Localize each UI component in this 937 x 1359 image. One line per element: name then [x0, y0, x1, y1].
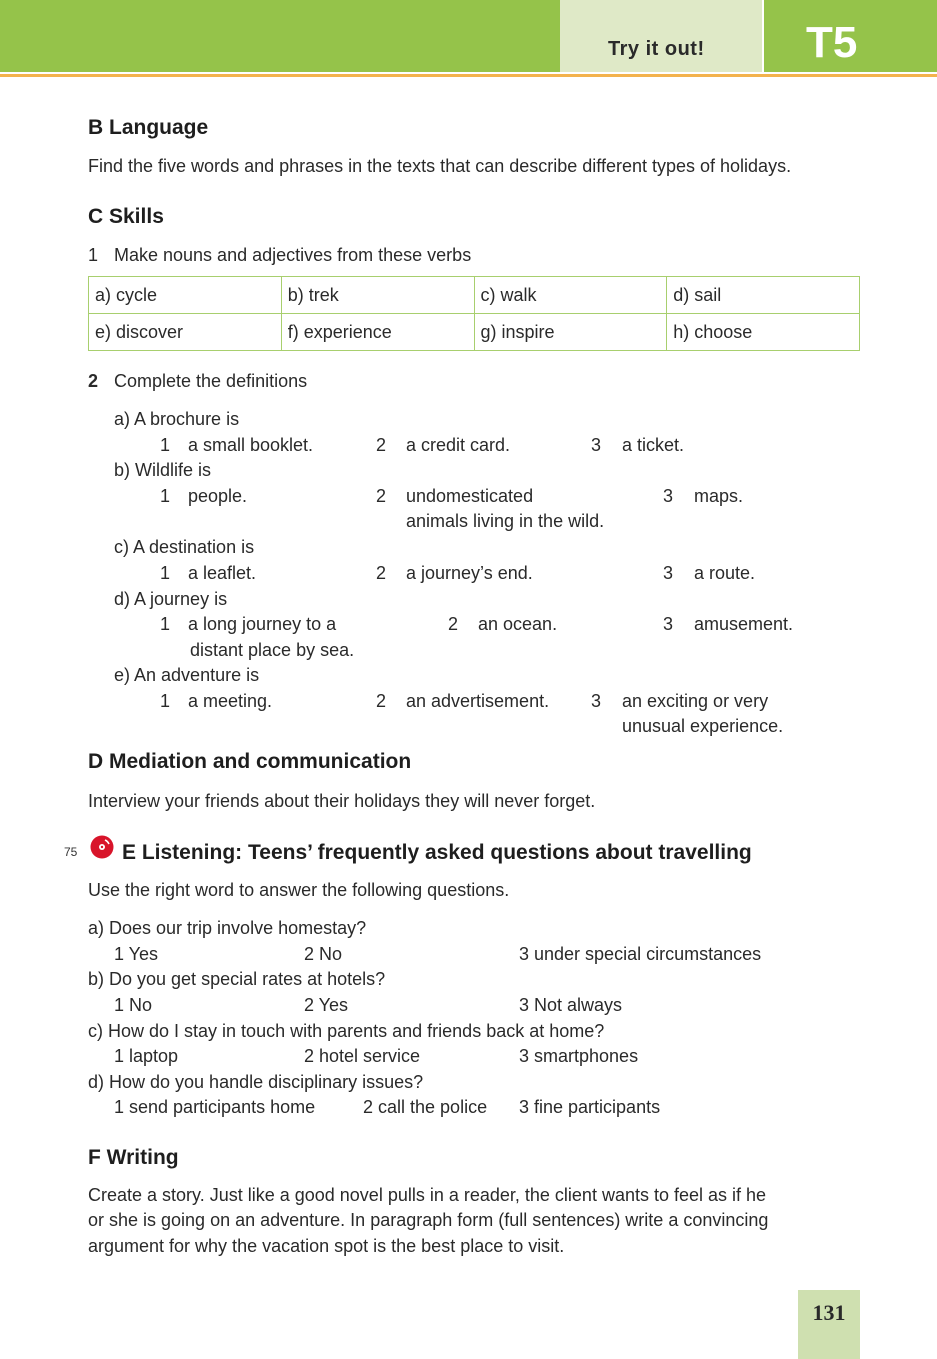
option-number: 3 [663, 614, 674, 634]
listening-question: d) How do you handle disciplinary issues? [88, 1072, 424, 1092]
page-number-box [798, 1290, 860, 1359]
listening-question: b) Do you get special rates at hotels? [88, 969, 386, 989]
answer-option: 1 No [114, 995, 153, 1015]
track-number: 75 [64, 845, 78, 859]
option-text: a journey’s end. [406, 563, 533, 583]
option-text: a ticket. [622, 435, 685, 455]
option-text: a small booklet. [188, 435, 314, 455]
option-text: a meeting. [188, 691, 273, 711]
answer-option: 1 laptop [114, 1046, 179, 1066]
table-cell: d) sail [667, 277, 860, 314]
header-title-panel [560, 0, 762, 72]
option-text: an exciting or very [622, 691, 769, 711]
definition-label: b) Wildlife is [114, 460, 212, 480]
table-cell: b) trek [281, 277, 474, 314]
verb-table [88, 276, 860, 351]
section-d-heading: D Mediation and communication [88, 750, 412, 773]
option-text: a long journey to a [188, 614, 337, 634]
question-number: 2 [88, 371, 99, 391]
option-text: people. [188, 486, 248, 506]
unit-badge: T5 [806, 18, 858, 67]
option-number: 2 [376, 563, 387, 583]
answer-option: 1 send participants home [114, 1097, 316, 1117]
option-number: 2 [376, 691, 387, 711]
section-c-heading: C Skills [88, 205, 164, 228]
option-text: amusement. [694, 614, 794, 634]
section-b-instruction: Find the five words and phrases in the texts that can describe different types of holidays. [88, 156, 792, 176]
option-text: a leaflet. [188, 563, 257, 583]
definition-label: a) A brochure is [114, 409, 240, 429]
option-number: 1 [160, 435, 171, 455]
writing-line: argument for why the vacation spot is the best place to visit. [88, 1236, 565, 1256]
definition-label: d) A journey is [114, 589, 228, 609]
section-d-instruction: Interview your friends about their holidays they will never forget. [88, 791, 596, 811]
answer-option: 2 call the police [363, 1097, 488, 1117]
section-b-heading: B Language [88, 116, 209, 139]
option-text: an advertisement. [406, 691, 550, 711]
option-text-cont: animals living in the wild. [406, 511, 605, 531]
option-number: 3 [663, 563, 674, 583]
table-cell: c) walk [474, 277, 667, 314]
question-text: Make nouns and adjectives from these verbs [114, 245, 472, 265]
answer-option: 2 hotel service [304, 1046, 421, 1066]
answer-option: 3 Not always [519, 995, 623, 1015]
header-rule [0, 74, 937, 77]
listening-question: c) How do I stay in touch with parents and friends back at home? [88, 1021, 605, 1041]
answer-option: 2 Yes [304, 995, 349, 1015]
option-number: 1 [160, 563, 171, 583]
option-number: 1 [160, 486, 171, 506]
answer-option: 3 smartphones [519, 1046, 639, 1066]
option-number: 3 [663, 486, 674, 506]
writing-line: or she is going on an adventure. In paragraph form (full sentences) write a convincing [88, 1210, 769, 1230]
table-cell: a) cycle [89, 277, 282, 314]
option-number: 3 [591, 691, 602, 711]
table-cell: f) experience [281, 314, 474, 351]
question-number: 1 [88, 245, 99, 265]
option-text: a credit card. [406, 435, 511, 455]
table-row [89, 277, 860, 314]
section-f-heading: F Writing [88, 1146, 179, 1169]
writing-line: Create a story. Just like a good novel pulls in a reader, the client wants to feel as if he [88, 1185, 767, 1205]
definition-label: e) An adventure is [114, 665, 260, 685]
option-number: 2 [448, 614, 459, 634]
table-cell: g) inspire [474, 314, 667, 351]
option-text-cont: unusual experience. [622, 716, 784, 736]
header-band [0, 0, 560, 72]
table-row [89, 314, 860, 351]
answer-option: 1 Yes [114, 944, 159, 964]
table-cell: h) choose [667, 314, 860, 351]
table-cell: e) discover [89, 314, 282, 351]
listening-question: a) Does our trip involve homestay? [88, 918, 367, 938]
option-number: 2 [376, 435, 387, 455]
option-number: 2 [376, 486, 387, 506]
option-text: undomesticated [406, 486, 534, 506]
audio-cd-icon[interactable] [90, 835, 114, 859]
option-text-cont: distant place by sea. [190, 640, 355, 660]
page-number: 131 [812, 1300, 846, 1325]
section-e-instruction: Use the right word to answer the following questions. [88, 880, 510, 900]
option-text: an ocean. [478, 614, 558, 634]
definition-label: c) A destination is [114, 537, 255, 557]
option-text: maps. [694, 486, 744, 506]
option-number: 3 [591, 435, 602, 455]
option-text: a route. [694, 563, 756, 583]
answer-option: 3 under special circumstances [519, 944, 762, 964]
answer-option: 3 fine participants [519, 1097, 661, 1117]
question-text: Complete the definitions [114, 371, 308, 391]
option-number: 1 [160, 614, 171, 634]
section-e-heading: E Listening: Teens’ frequently asked questions about travelling [122, 841, 752, 864]
header-title: Try it out! [608, 38, 705, 60]
answer-option: 2 No [304, 944, 343, 964]
option-number: 1 [160, 691, 171, 711]
